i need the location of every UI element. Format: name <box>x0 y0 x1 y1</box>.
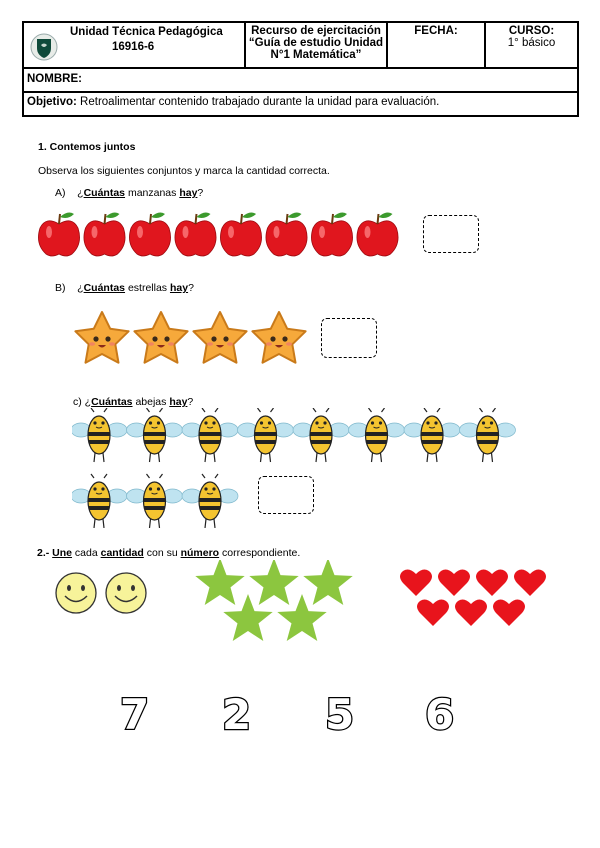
question-a-open: ¿ <box>77 187 84 199</box>
apple-icon <box>220 213 261 256</box>
question-a-noun: manzanas <box>125 187 180 199</box>
apple-icon <box>38 213 79 256</box>
bee-icon <box>460 408 516 462</box>
resource-line-3: N°1 Matemática” <box>270 49 362 61</box>
section2-text-3: correspondiente. <box>219 547 301 559</box>
header-table <box>22 21 579 117</box>
question-b-word-hay: hay <box>169 282 189 294</box>
bee-icon <box>293 408 349 462</box>
question-c-word-hay: hay <box>169 396 188 408</box>
cute-star-icon <box>252 312 305 363</box>
question-c <box>73 396 193 408</box>
apple-set <box>36 208 404 263</box>
number-row <box>0 690 600 750</box>
heart-icon <box>514 570 546 596</box>
green-star-group[interactable] <box>192 560 357 645</box>
question-a <box>55 187 203 199</box>
question-b-letter: B) <box>55 282 66 294</box>
answer-box-c[interactable] <box>258 476 314 514</box>
question-c-close: ? <box>187 396 194 408</box>
bee-icon <box>182 408 238 462</box>
heart-icon <box>476 570 508 596</box>
unit-code: 16916-6 <box>112 41 155 53</box>
question-c-noun: abejas <box>132 396 170 408</box>
section2-text-2: con su <box>143 547 181 559</box>
heart-icon <box>455 600 487 626</box>
institution-cell <box>23 22 245 68</box>
name-row[interactable] <box>23 68 578 92</box>
name-label: NOMBRE: <box>27 73 82 85</box>
answer-box-b[interactable] <box>321 318 377 358</box>
green-star-icon <box>249 560 298 605</box>
question-c-letter: c) <box>73 396 85 408</box>
question-b <box>55 282 194 294</box>
green-star-icon <box>303 560 352 605</box>
school-logo <box>30 33 58 64</box>
unit-title: Unidad Técnica Pedagógica <box>70 26 223 38</box>
date-cell <box>387 22 485 68</box>
question-a-close: ? <box>197 187 204 199</box>
question-b-word-cuantas: Cuántas <box>83 282 126 294</box>
bee-icon <box>72 408 127 462</box>
section1-title: 1. Contemos juntos <box>38 141 136 153</box>
cute-star-icon <box>75 312 128 363</box>
objective-text: Retroalimentar contenido trabajado durante la unidad para evaluación. <box>80 96 440 108</box>
question-a-word-hay: hay <box>179 187 198 199</box>
bee-icon <box>127 408 183 462</box>
cute-star-icon <box>193 312 246 363</box>
date-label: FECHA: <box>414 25 458 37</box>
bee-icon <box>72 474 127 528</box>
heart-icon <box>493 600 525 626</box>
question-b-noun: estrellas <box>125 282 170 294</box>
smiley-icon <box>56 573 96 613</box>
cute-star-icon <box>134 312 187 363</box>
section2-word-une: Une <box>52 547 73 559</box>
resource-line-2: “Guía de estudio Unidad <box>248 37 384 49</box>
bee-icon <box>238 408 294 462</box>
section1-instruction: Observa los siguientes conjuntos y marca la cantidad correcta. <box>38 165 330 177</box>
question-c-open: ¿ <box>84 396 92 408</box>
number-option-1[interactable]: 7 <box>120 690 150 739</box>
course-value: 1° básico <box>507 37 556 49</box>
objective-label: Objetivo: <box>27 96 77 108</box>
smiley-icon <box>106 573 146 613</box>
question-b-close: ? <box>188 282 194 294</box>
apple-icon <box>357 213 398 256</box>
heart-icon <box>417 600 449 626</box>
apple-icon <box>266 213 307 256</box>
star-set <box>72 310 312 371</box>
section2-number: 2.- <box>37 547 53 559</box>
bee-icon <box>127 474 183 528</box>
bee-icon <box>349 408 405 462</box>
section2-text-1: cada <box>72 547 101 559</box>
section2-instruction <box>37 547 300 559</box>
smiley-group[interactable] <box>54 571 158 622</box>
resource-line-1: Recurso de ejercitación <box>251 25 381 37</box>
number-option-2[interactable]: 2 <box>222 690 252 739</box>
green-star-icon <box>195 560 244 605</box>
course-cell <box>485 22 578 68</box>
question-a-letter: A) <box>55 187 66 199</box>
question-b-open: ¿ <box>77 282 84 294</box>
apple-icon <box>84 213 125 256</box>
heart-group[interactable] <box>398 566 553 631</box>
bee-icon <box>404 408 460 462</box>
apple-icon <box>175 213 216 256</box>
heart-icon <box>438 570 470 596</box>
apple-icon <box>129 213 170 256</box>
heart-icon <box>400 570 432 596</box>
answer-box-a[interactable] <box>423 215 479 253</box>
number-option-4[interactable]: 6 <box>425 690 455 739</box>
section2-word-cantidad: cantidad <box>100 547 144 559</box>
apple-icon <box>311 213 352 256</box>
objective-row <box>23 92 578 116</box>
question-c-word-cuantas: Cuántas <box>91 396 133 408</box>
section2-word-numero: número <box>180 547 220 559</box>
course-label: CURSO: <box>508 25 555 37</box>
number-option-3[interactable]: 5 <box>325 690 355 739</box>
bee-icon <box>182 474 238 528</box>
question-a-word-cuantas: Cuántas <box>83 187 126 199</box>
resource-cell <box>245 22 387 68</box>
